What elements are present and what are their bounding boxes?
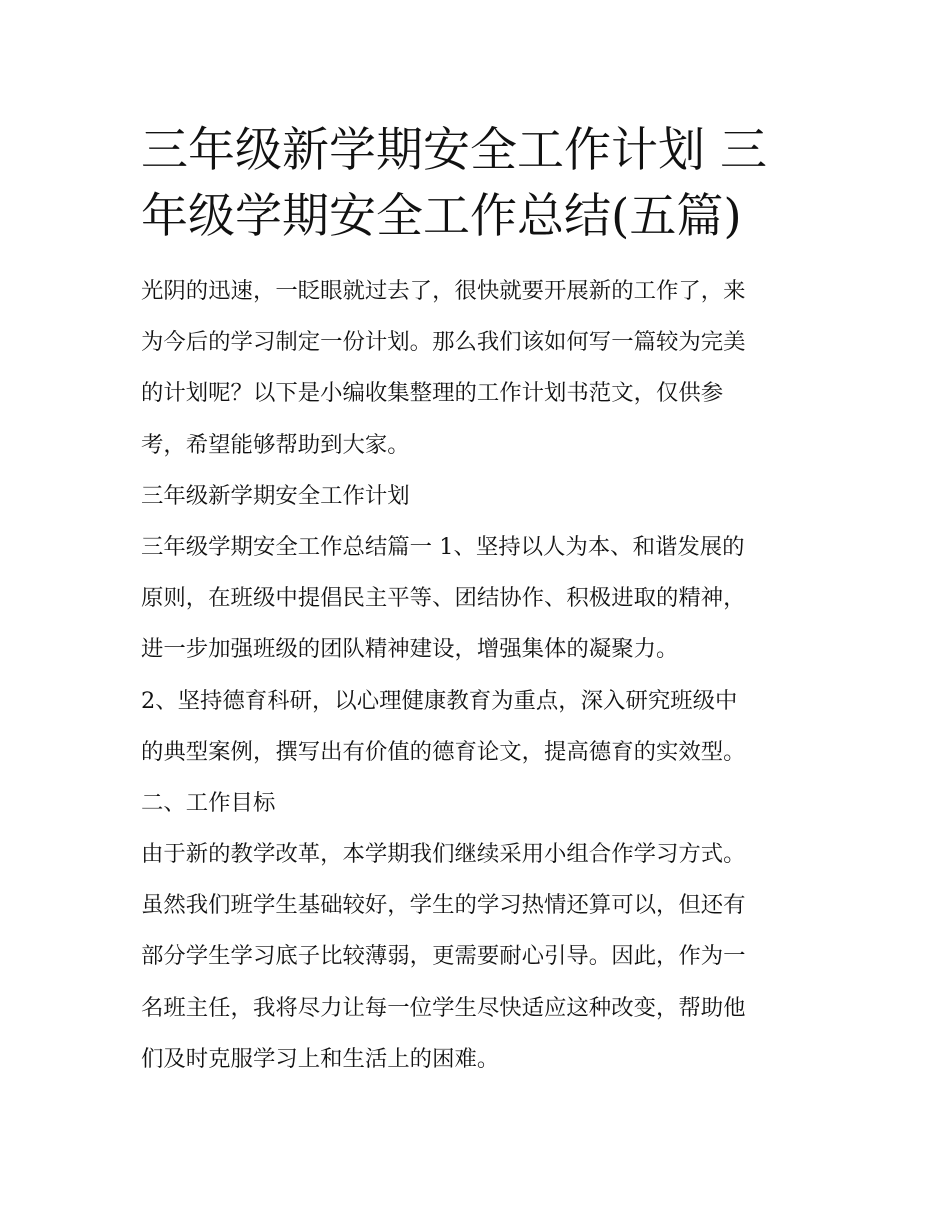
paragraph-line: 的典型案例，撰写出有价值的德育论文，提高德育的实效型。 bbox=[141, 738, 746, 765]
paragraph-line: 考，希望能够帮助到大家。 bbox=[141, 431, 410, 458]
paragraph-line: 2、坚持德育科研，以心理健康教育为重点，深入研究班级中 bbox=[141, 687, 738, 714]
paragraph-line: 为今后的学习制定一份计划。那么我们该如何写一篇较为完美 bbox=[141, 329, 746, 356]
section-heading: 二、工作目标 bbox=[141, 789, 276, 816]
title-line: 年级学期安全工作总结(五篇) bbox=[141, 189, 742, 244]
paragraph-line: 三年级学期安全工作总结篇一 1、坚持以人为本、和谐发展的 bbox=[141, 533, 745, 560]
paragraph-line: 进一步加强班级的团队精神建设，增强集体的凝聚力。 bbox=[141, 636, 679, 663]
document-body bbox=[141, 266, 813, 1085]
paragraph-line: 由于新的教学改革，本学期我们继续采用小组合作学习方式。 bbox=[141, 841, 746, 868]
paragraph-line: 的计划呢？以下是小编收集整理的工作计划书范文，仅供参 bbox=[141, 380, 724, 407]
paragraph-line: 原则，在班级中提倡民主平等、团结协作、积极进取的精神， bbox=[141, 585, 746, 612]
section-heading: 三年级新学期安全工作计划 bbox=[141, 482, 410, 509]
paragraph-line: 名班主任，我将尽力让每一位学生尽快适应这种改变，帮助他 bbox=[141, 994, 746, 1021]
paragraph-line: 们及时克服学习上和生活上的困难。 bbox=[141, 1045, 500, 1072]
paragraph-line: 虽然我们班学生基础较好，学生的学习热情还算可以，但还有 bbox=[141, 892, 746, 919]
paragraph-line: 部分学生学习底子比较薄弱，更需要耐心引导。因此，作为一 bbox=[141, 943, 746, 970]
paragraph-line: 光阴的迅速，一眨眼就过去了，很快就要开展新的工作了，来 bbox=[141, 278, 746, 304]
document-title bbox=[141, 118, 813, 250]
title-line: 三年级新学期安全工作计划 三 bbox=[141, 123, 767, 178]
document-page bbox=[141, 118, 813, 1085]
